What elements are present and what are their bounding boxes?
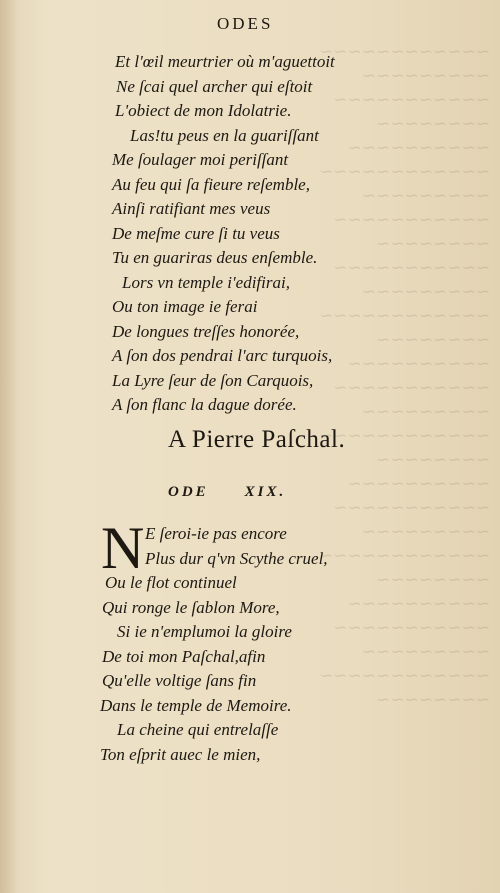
verse-line: Ne ſcai quel archer qui eſtoit <box>116 76 313 96</box>
running-head-title: ODES <box>217 14 274 33</box>
verse-line: A ſon flanc la dague dorée. <box>112 395 297 414</box>
verse-line: De meſme cure ſi tu veus <box>112 223 280 243</box>
verse-line: Dans le temple de Memoire. <box>100 695 292 715</box>
verse-line: L'obiect de mon Idolatrie. <box>115 101 292 120</box>
verse-line: La Lyre ſeur de ſon Carquois, <box>112 370 314 390</box>
verse-line: Ou le flot continuel <box>105 573 237 592</box>
poem-title: A Pierre Paſchal. <box>168 426 346 453</box>
verse-line: Me ſoulager moi periſſant <box>112 150 289 169</box>
verse-line: La cheine qui entrelaſſe <box>117 720 279 739</box>
ode-label: ODE <box>168 484 209 500</box>
verse-line: Et l'œil meurtrier où m'aguettoit <box>115 52 335 71</box>
ode-number: XIX. <box>244 484 287 500</box>
verse-line: E ſeroi-ie pas encore <box>145 524 287 543</box>
verse-line: Qu'elle voltige ſans fin <box>102 671 257 690</box>
verse-line: Si ie n'emplumoi la gloire <box>117 622 292 641</box>
drop-cap-initial: N <box>101 515 145 581</box>
verse-line: Qui ronge le ſablon More, <box>102 597 280 617</box>
verse-line: Tu en guariras deus enſemble. <box>112 248 318 267</box>
verse-line: Lors vn temple i'edifirai, <box>122 272 290 292</box>
verse-line: Ainſi ratifiant mes veus <box>112 199 271 218</box>
verse-line: Ou ton image ie ferai <box>112 297 258 316</box>
verse-line: Ton eſprit auec le mien, <box>100 744 261 764</box>
ode-heading <box>168 484 286 501</box>
verse-line: Au feu qui ſa fieure reſemble, <box>112 174 310 194</box>
verse-line: De toi mon Paſchal,afin <box>102 646 266 666</box>
stanza-one <box>112 50 335 418</box>
verse-line: Las!tu peus en la guariſſant <box>130 125 319 145</box>
verse-line: A ſon dos pendrai l'arc turquois, <box>112 346 333 365</box>
verse-line: De longues treſſes honorée, <box>112 321 300 341</box>
verse-line: Plus dur q'vn Scythe cruel, <box>145 548 328 568</box>
stanza-two <box>100 515 328 767</box>
show-through-text: ~~~~~~~~~~~~ ~~~~~~~~~ ~~~~~~~~~~~ ~~~~~~~~ ~~~~~~~~~~ ~~~~~~~~~~~~ ~~~~~~~~~ ~~~~~~~~~~~ ~~~~~~~~ ~~~~~~~~~~~ ~~~~~~~~~ ~~~~~~~~~~~~ ~~~~~~~~ ~~~~~~~~~~ ~~~~~~~~~~~ ~~~~~~~~~ ~~~~~~~~~~~~ ~~~~~~~~ ~~~~~~~~~~ ~~~~~~~~~~~ ~~~~~~~~~ ~~~~~~~~~~~~ ~~~~~~~~ ~~~~~~~~~~ ~~~~~~~~~~~ ~~~~~~~~~ ~~~~~~~~~~~~ ~~~~~~~~ <box>319 42 490 710</box>
gutter-shadow <box>0 0 18 893</box>
